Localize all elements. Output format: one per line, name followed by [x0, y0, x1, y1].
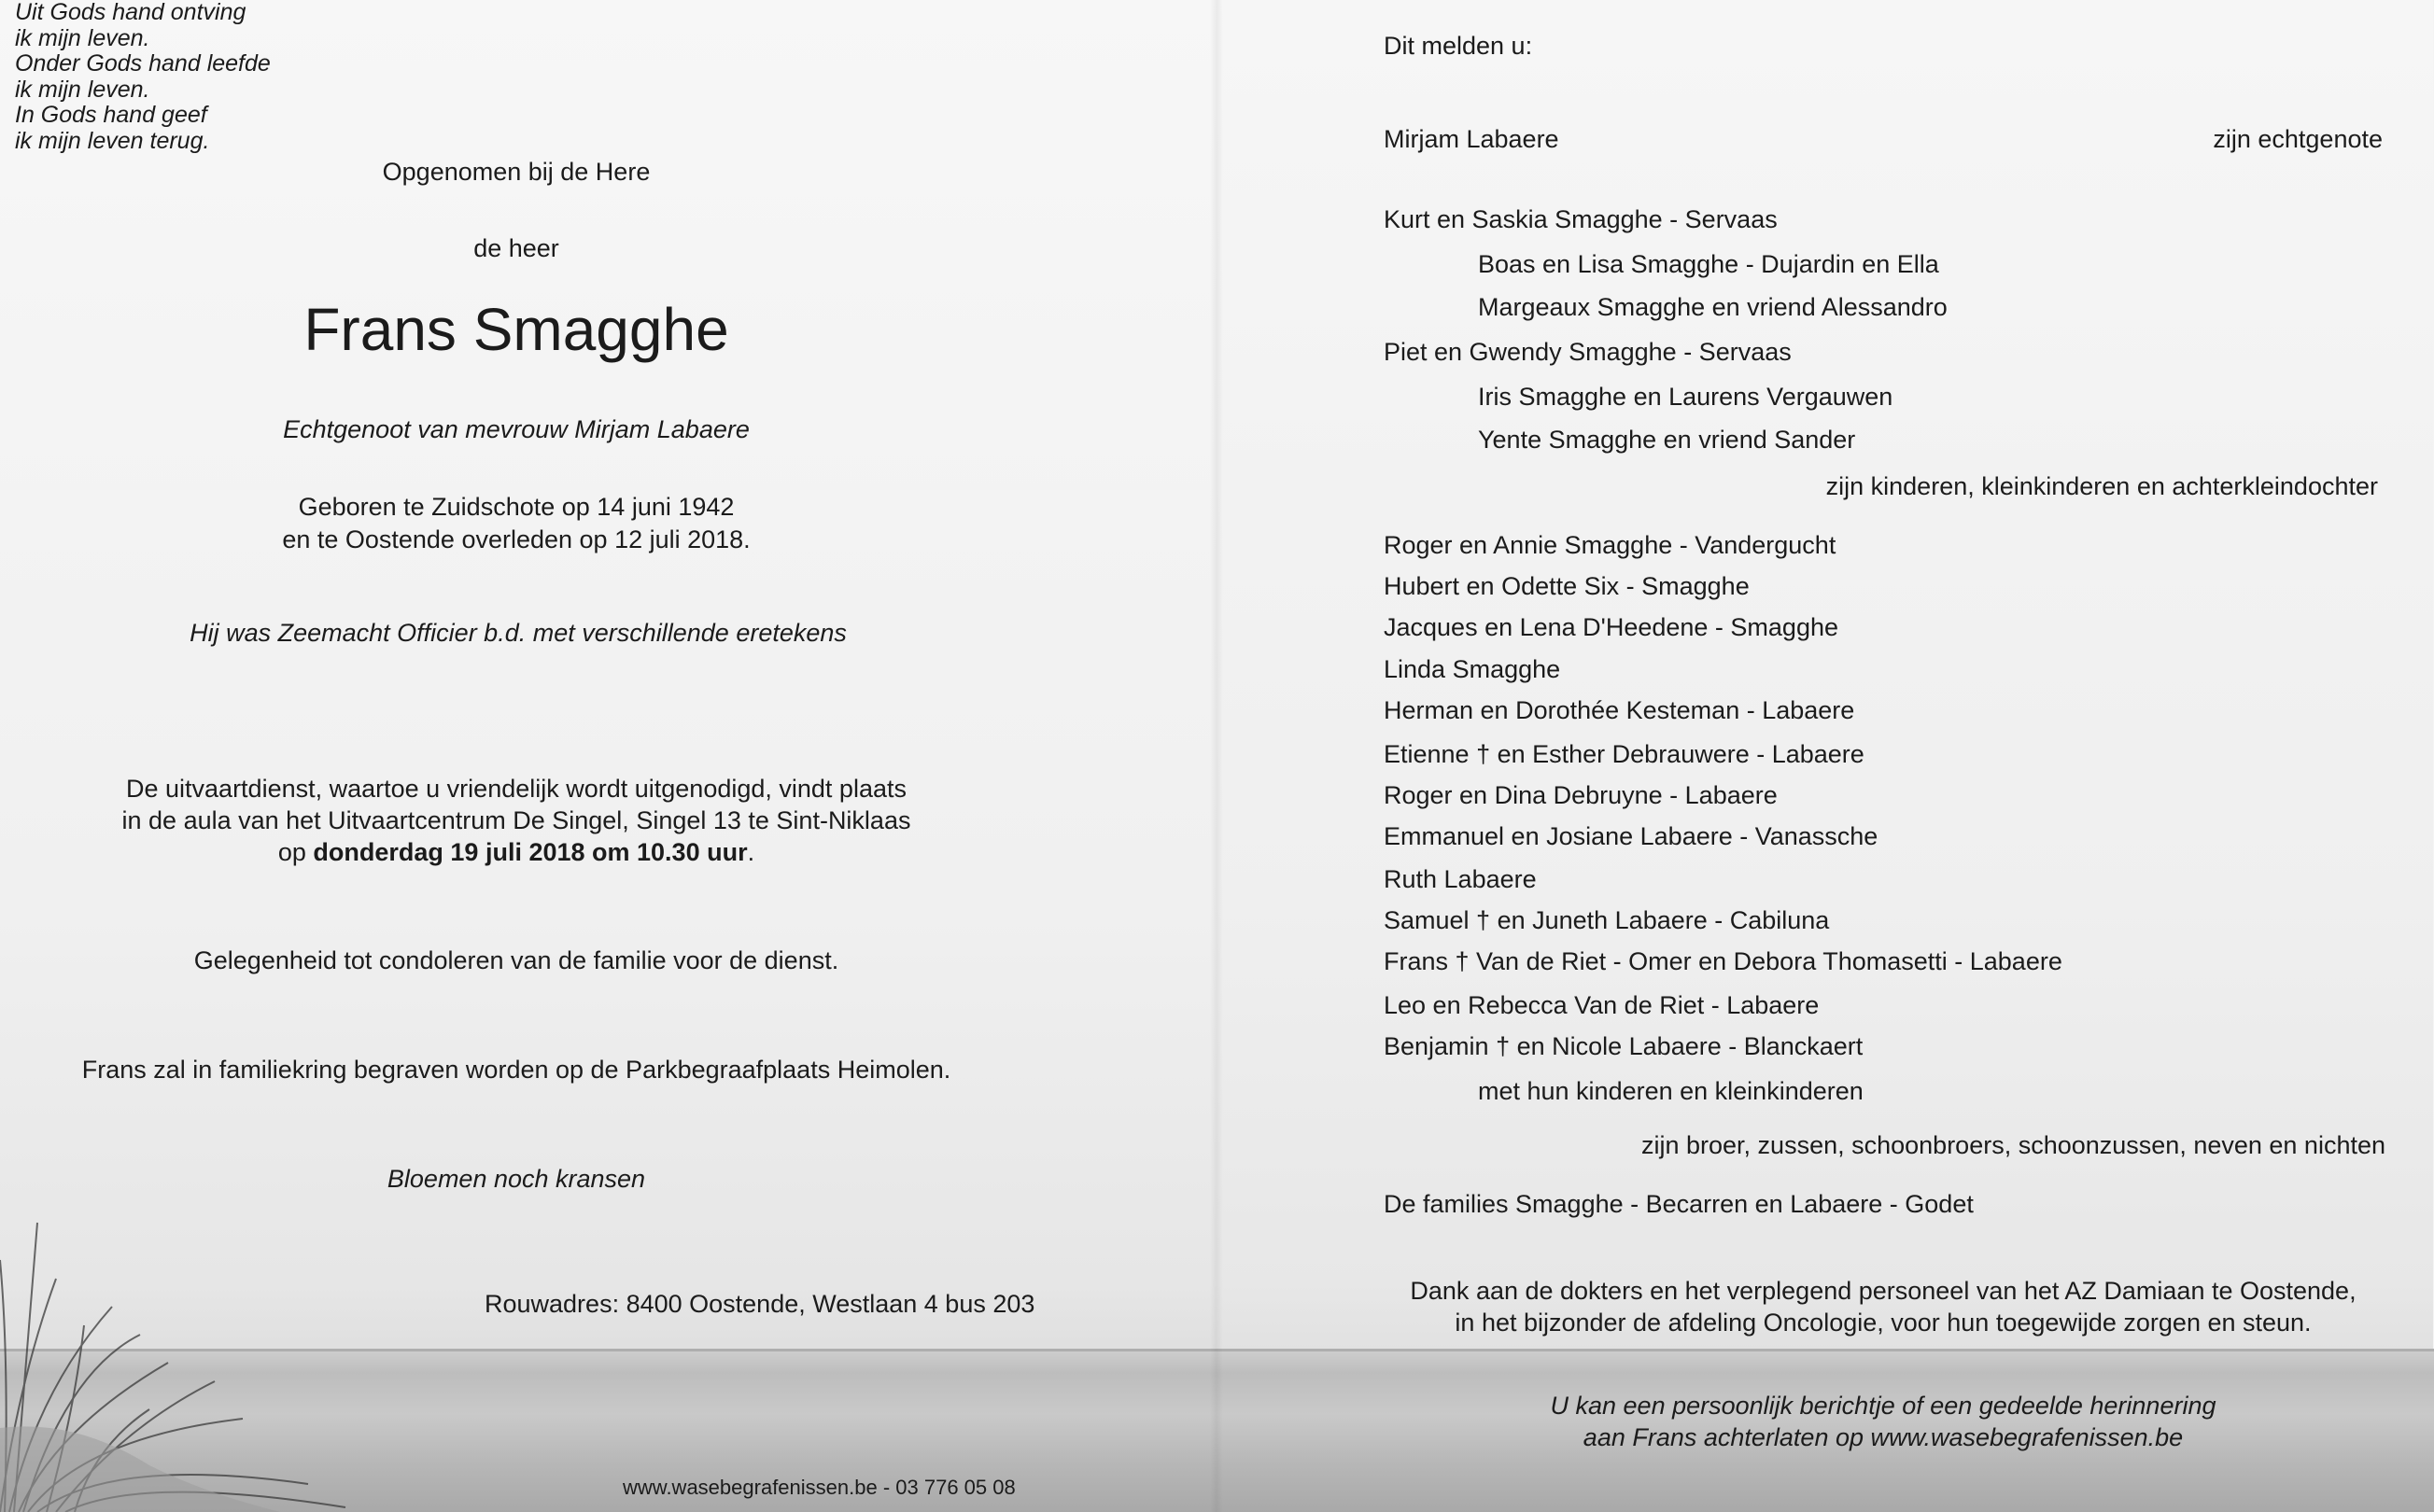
online-line-1: U kan een persoonlijk berichtje of een gedeelde herinnering	[1550, 1392, 2216, 1420]
thanks-line-1: Dank aan de dokters en het verplegend personeel van het AZ Damiaan te Oostende,	[1410, 1277, 2357, 1305]
sibling-entry: Hubert en Odette Six - Smagghe	[1384, 572, 1750, 600]
service-suffix: .	[747, 838, 755, 866]
poem-line: ik mijn leven.	[15, 76, 150, 103]
sibling-entry: Frans † Van de Riet - Omer en Debora Thomasetti - Labaere	[1384, 947, 2062, 975]
death-line: en te Oostende overleden op 12 juli 2018.	[282, 525, 751, 553]
spouse-line: Echtgenoot van mevrouw Mirjam Labaere	[283, 415, 750, 443]
sibling-entry: Leo en Rebecca Van de Riet - Labaere	[1384, 991, 1820, 1019]
page-fold	[1210, 0, 1223, 1512]
poem-line: Onder Gods hand leefde	[15, 50, 271, 77]
sibling-descendants: met hun kinderen en kleinkinderen	[1478, 1077, 1864, 1105]
poem-line: Uit Gods hand ontving	[15, 0, 246, 25]
child-entry: Kurt en Saskia Smagghe - Servaas	[1384, 205, 1778, 233]
taken-home-line: Opgenomen bij de Here	[382, 158, 651, 186]
spouse-role: zijn echtgenote	[2213, 125, 2383, 153]
poem-line: ik mijn leven.	[15, 24, 150, 51]
online-line-2: aan Frans achterlaten op www.wasebegrafenissen.be	[1583, 1423, 2184, 1451]
siblings-role: zijn broer, zussen, schoonbroers, schoonzussen, neven en nichten	[1641, 1131, 2385, 1159]
condolence-line: Gelegenheid tot condoleren van de familie voor de dienst.	[193, 946, 839, 974]
poem	[15, 0, 271, 154]
career-line: Hij was Zeemacht Officier b.d. met verschillende eretekens	[190, 619, 847, 647]
child-entry: Piet en Gwendy Smagghe - Servaas	[1384, 338, 1792, 366]
poem-line: ik mijn leven terug.	[15, 127, 210, 154]
poem-line: In Gods hand geef	[15, 102, 207, 128]
grandchild-entry: Boas en Lisa Smagghe - Dujardin en Ella	[1478, 250, 1939, 278]
sibling-entry: Jacques en Lena D'Heedene - Smagghe	[1384, 613, 1838, 641]
sibling-entry: Herman en Dorothée Kesteman - Labaere	[1384, 696, 1855, 724]
children-role: zijn kinderen, kleinkinderen en achterkleindochter	[1825, 472, 2378, 500]
dune-grass-illustration	[0, 1148, 355, 1512]
families-line: De families Smagghe - Becarren en Labaere - Godet	[1384, 1190, 1974, 1218]
sibling-entry: Roger en Dina Debruyne - Labaere	[1384, 781, 1778, 809]
service-line-1: De uitvaartdienst, waartoe u vriendelijk wordt uitgenodigd, vindt plaats	[126, 775, 907, 803]
intro-line: Dit melden u:	[1384, 32, 1533, 60]
sibling-entry: Ruth Labaere	[1384, 865, 1537, 893]
thanks-line-2: in het bijzonder de afdeling Oncologie, voor hun toegewijde zorgen en steun.	[1455, 1309, 2312, 1337]
service-line-3	[0, 837, 1033, 867]
title-prefix: de heer	[473, 234, 559, 262]
sibling-entry: Benjamin † en Nicole Labaere - Blanckaert	[1384, 1032, 1864, 1060]
service-line-2: in de aula van het Uitvaartcentrum De Singel, Singel 13 te Sint-Niklaas	[121, 806, 911, 834]
footer-contact: www.wasebegrafenissen.be - 03 776 05 08	[623, 1476, 1016, 1499]
service-date: donderdag 19 juli 2018 om 10.30 uur	[313, 838, 748, 866]
burial-line: Frans zal in familiekring begraven worden op de Parkbegraafplaats Heimolen.	[81, 1056, 951, 1084]
spouse-name: Mirjam Labaere	[1384, 125, 1559, 153]
sibling-entry: Samuel † en Juneth Labaere - Cabiluna	[1384, 906, 1830, 934]
deceased-name: Frans Smagghe	[303, 296, 729, 363]
grandchild-entry: Margeaux Smagghe en vriend Alessandro	[1478, 293, 1948, 321]
sibling-entry: Roger en Annie Smagghe - Vandergucht	[1384, 531, 1836, 559]
address-line: Rouwadres: 8400 Oostende, Westlaan 4 bus 203	[485, 1290, 1035, 1318]
sibling-entry: Etienne † en Esther Debrauwere - Labaere	[1384, 740, 1864, 768]
flowers-line: Bloemen noch kransen	[387, 1165, 646, 1193]
sibling-entry: Emmanuel en Josiane Labaere - Vanassche	[1384, 822, 1878, 850]
service-prefix: op	[277, 838, 314, 866]
grandchild-entry: Iris Smagghe en Laurens Vergauwen	[1478, 383, 1893, 411]
birth-line: Geboren te Zuidschote op 14 juni 1942	[298, 493, 735, 521]
grandchild-entry: Yente Smagghe en vriend Sander	[1478, 426, 1856, 454]
sibling-entry: Linda Smagghe	[1384, 655, 1561, 683]
